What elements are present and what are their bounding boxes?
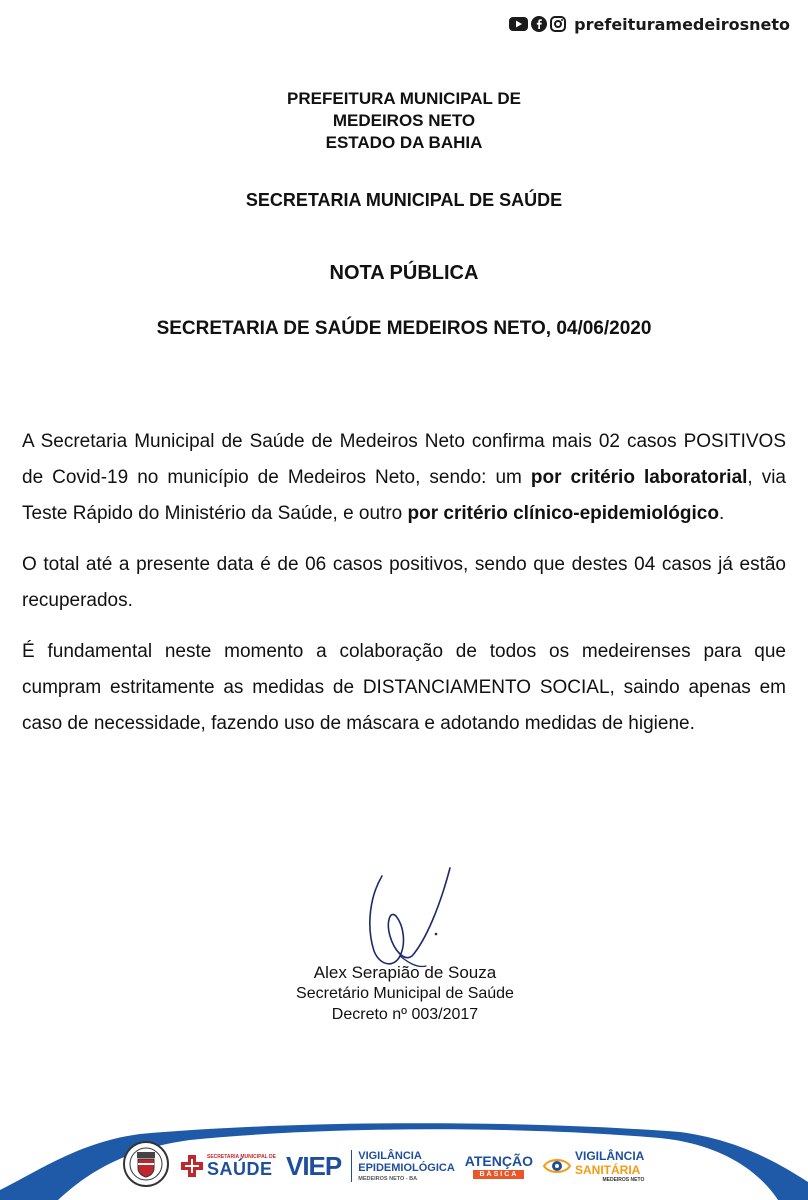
secretaria-heading: SECRETARIA MUNICIPAL DE SAÚDE <box>245 190 563 210</box>
header-line-2: MEDEIROS NETO <box>332 111 476 130</box>
p1-text-a: A Secretaria Municipal de Saúde de Medeiros Neto confirma mais 02 casos POSITIVOS de Covid-19 no município de Medeiros Neto, sendo: um <box>22 431 786 488</box>
signer-name: Alex Serapião de Souza <box>313 963 497 982</box>
header-line-1: PREFEITURA MUNICIPAL DE <box>287 89 521 108</box>
nota-title: NOTA PÚBLICA <box>329 262 479 284</box>
header-line-3: ESTADO DA BAHIA <box>325 133 483 152</box>
social-handle[interactable]: prefeituramedeirosneto <box>574 14 790 34</box>
footer-logos <box>122 1138 702 1194</box>
visa-line-2: SANITÁRIA <box>574 1163 641 1177</box>
municipal-coat-of-arms-icon <box>122 1140 170 1193</box>
signature-block <box>250 962 560 1025</box>
eye-icon <box>543 1155 571 1177</box>
document-body <box>22 424 786 757</box>
youtube-icon[interactable] <box>509 17 528 31</box>
signer-decree: Decreto nº 003/2017 <box>331 1006 479 1023</box>
vig-epi-line-2: EPIDEMIOLÓGICA <box>358 1162 455 1174</box>
document-header <box>0 88 808 154</box>
atencao-basica-logo <box>465 1153 533 1179</box>
vigilancia-epidemiologica-logo <box>351 1150 455 1182</box>
vigilancia-sanitaria-logo <box>543 1149 644 1183</box>
paragraph-3: É fundamental neste momento a colaboração de todos os medeirenses para que cumpram estritamente as medidas de DISTANCIAMENTO SOCIAL, saindo apenas em caso de necessidade, fazendo uso de máscara e adotando medidas de higiene. <box>22 641 786 734</box>
medical-cross-icon <box>180 1154 204 1178</box>
facebook-icon[interactable] <box>531 16 547 32</box>
viep-logo: VIEP <box>285 1150 342 1181</box>
instagram-icon[interactable] <box>550 16 566 32</box>
saude-small-text: SECRETARIA MUNICIPAL DE <box>207 1153 276 1160</box>
visa-subtitle: MEDEIROS NETO <box>602 1177 645 1183</box>
p1-bold-b: por critério clínico-epidemiológico <box>407 503 719 524</box>
vig-epi-subtitle: MEDEIROS NETO - BA <box>358 1176 418 1182</box>
paragraph-2: O total até a presente data é de 06 casos positivos, sendo que destes 04 casos já estão recuperados. <box>22 554 786 611</box>
paragraph-1 <box>22 424 786 532</box>
vig-epi-line-1: VIGILÂNCIA <box>358 1150 422 1162</box>
saude-logo <box>180 1154 276 1178</box>
saude-big-text: SAÚDE <box>207 1158 273 1179</box>
visa-line-1: VIGILÂNCIA <box>574 1149 645 1163</box>
p1-text-b: , via Teste Rápido do Ministério da Saúde, e outro <box>22 467 787 524</box>
basica-text: BÁSICA <box>473 1170 524 1179</box>
p1-text-c: . <box>718 503 725 524</box>
social-bar <box>509 12 790 36</box>
dateline: SECRETARIA DE SAÚDE MEDEIROS NETO, 04/06/2020 <box>156 318 652 339</box>
atencao-text: ATENÇÃO <box>464 1153 533 1169</box>
p1-bold-a: por critério laboratorial <box>530 467 748 488</box>
signer-role: Secretário Municipal de Saúde <box>296 985 514 1002</box>
